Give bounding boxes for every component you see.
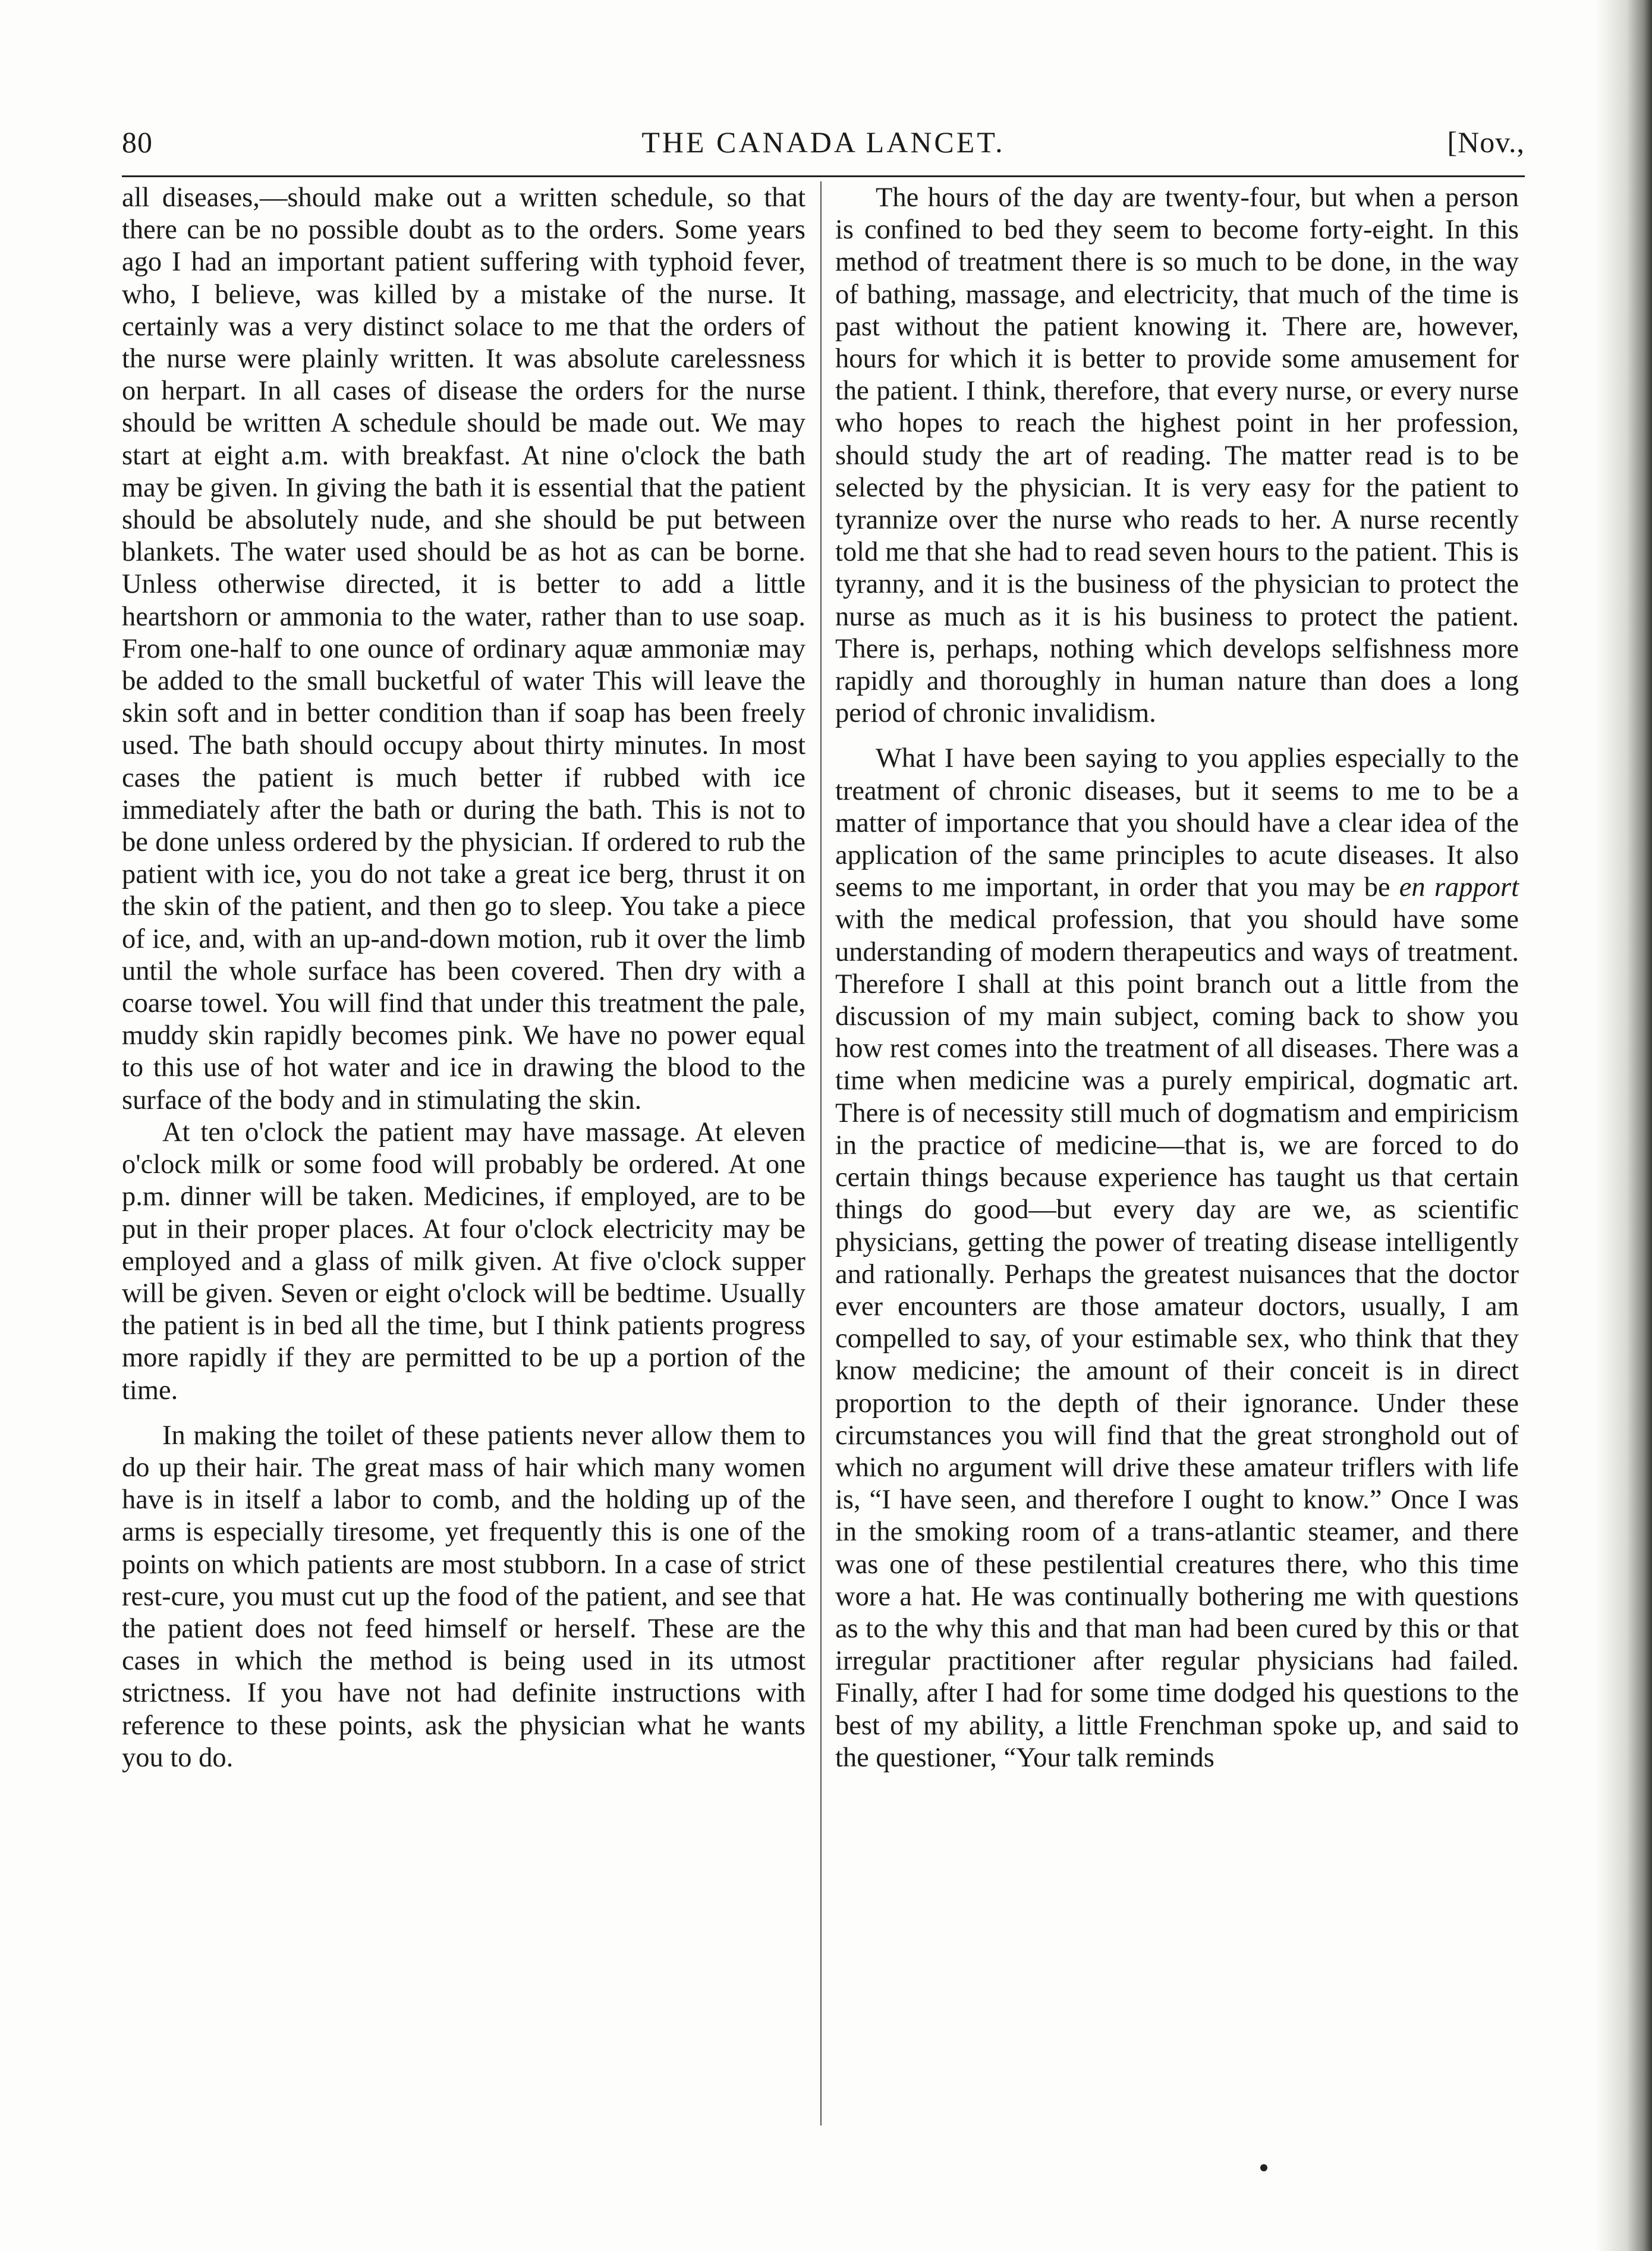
ink-speck — [1260, 2164, 1267, 2171]
page-number: 80 — [122, 125, 153, 159]
left-column — [122, 182, 805, 1774]
paragraph: In making the toilet of these patients never allow them to do up their hair. The great mass of hair which many women have is in itself a labor to comb, and the holding up of the arms is especially tiresome, yet frequently this is one of the points on which patients are most stubborn. In a case of strict rest-cure, you must cut up the food of the patient, and see that the patient does not feed himself or herself. These are the cases in which the method is being used in its utmost strictness. If you have not had definite instructions with reference to these points, ask the physician what he wants you to do. — [122, 1420, 805, 1773]
paragraph-text: What I have been saying to you applies especially to the treatment of chronic diseases, but it seems to me to be a matter of importance that you should have a clear idea of the application of the same principles to acute diseases. It also seems to me important, in order that you may be — [835, 743, 1519, 903]
column-divider — [820, 181, 822, 2126]
journal-title: THE CANADA LANCET. — [641, 125, 1005, 159]
page-edge-shadow — [1596, 0, 1652, 2251]
paragraph: The hours of the day are twenty-four, but when a person is confined to bed they seem to become forty-eight. In this method of treatment there is so much to be done, in the way of bathing, massage, and electricity, that much of the time is past without the patient knowing it. There are, however, hours for which it is better to provide some amusement for the patient. I think, therefore, that every nurse, or every nurse who hopes to reach the highest point in her profession, should study the art of reading. The matter read is to be selected by the physician. It is very easy for the patient to tyrannize over the nurse who reads to her. A nurse recently told me that she had to read seven hours to the patient. This is tyranny, and it is the business of the physician to protect the nurse as much as it is his business to protect the patient. There is, perhaps, nothing which develops selfishness more rapidly and thoroughly in human nature than does a long period of chronic invalidism. — [835, 183, 1519, 729]
italic-phrase: en rapport — [1399, 872, 1519, 903]
header-rule — [122, 175, 1525, 177]
paragraph: all diseases,—should make out a written schedule, so that there can be no possible doubt as to the orders. Some years ago I had an important patient suffering with typhoid fever, who, I believe, was killed by a mistake of the nurse. It certainly was a very distinct solace to me that the orders of the nurse were plainly written. It was absolute carelessness on herpart. In all cases of disease the orders for the nurse should be written A schedule should be made out. We may start at eight a.m. with breakfast. At nine o'clock the bath may be given. In giving the bath it is essential that the patient should be absolutely nude, and she should be put between blankets. The water used should be as hot as can be borne. Unless otherwise directed, it is better to add a little heartshorn or ammonia to the water, rather than to use soap. From one-half to one ounce of ordinary aquæ ammoniæ may be added to the small bucketful of water This will leave the skin soft and in better condition than if soap has been freely used. The bath should occupy about thirty minutes. In most cases the patient is much better if rubbed with ice immediately after the bath or during the bath. This is not to be done unless ordered by the physician. If ordered to rub the patient with ice, you do not take a great ice berg, thrust it on the skin of the patient, and then go to sleep. You take a piece of ice, and, with an up-and-down motion, rub it over the limb until the whole surface has been covered. Then dry with a coarse towel. You will find that under this treatment the pale, muddy skin rapidly becomes pink. We have no power equal to this use of hot water and ice in drawing the blood to the surface of the body and in stimulating the skin. — [122, 183, 805, 1115]
issue-month: [Nov., — [1447, 125, 1525, 159]
running-head — [122, 125, 1525, 172]
paragraph-text: with the medical profession, that you should have some understanding of modern therapeutics and ways of treatment. Therefore I shall at this point branch out a little from the discussion of my main subject, coming back to show you how rest comes into the treatment of all diseases. There was a time when medicine was a purely empirical, dogmatic art. There is of necessity still much of dogmatism and empiricism in the practice of medicine—that is, we are forced to do certain things because experience has taught us that certain things do good—but every day are we, as scientific physicians, getting the power of treating disease intelligently and rationally. Perhaps the greatest nuisances that the doctor ever encounters are those amateur doctors, usually, I am compelled to say, of your estimable sex, who think that they know medicine; the amount of their conceit is in direct proportion to the depth of their ignorance. Under these circumstances you will find that the great stronghold out of which no argument will drive these amateur triflers with life is, “I have seen, and therefore I ought to know.” Once I was in the smoking room of a trans-atlantic steamer, and there was one of these pestilential creatures there, who this time wore a hat. He was continually bothering me with questions as to the why this and that man had been cured by this or that irregular practitioner after regular physicians had failed. Finally, after I had for some time dodged his questions to the best of my ability, a little Frenchman spoke up, and said to the questioner, “Your talk reminds — [835, 904, 1519, 1773]
right-column — [835, 182, 1519, 1774]
paragraph — [835, 743, 1519, 1774]
paragraph: At ten o'clock the patient may have massage. At eleven o'clock milk or some food will probably be ordered. At one p.m. dinner will be taken. Medicines, if employed, are to be put in their proper places. At four o'clock electricity may be employed and a glass of milk given. At five o'clock supper will be given. Seven or eight o'clock will be bedtime. Usually the patient is in bed all the time, but I think patients progress more rapidly if they are permitted to be up a portion of the time. — [122, 1117, 805, 1406]
